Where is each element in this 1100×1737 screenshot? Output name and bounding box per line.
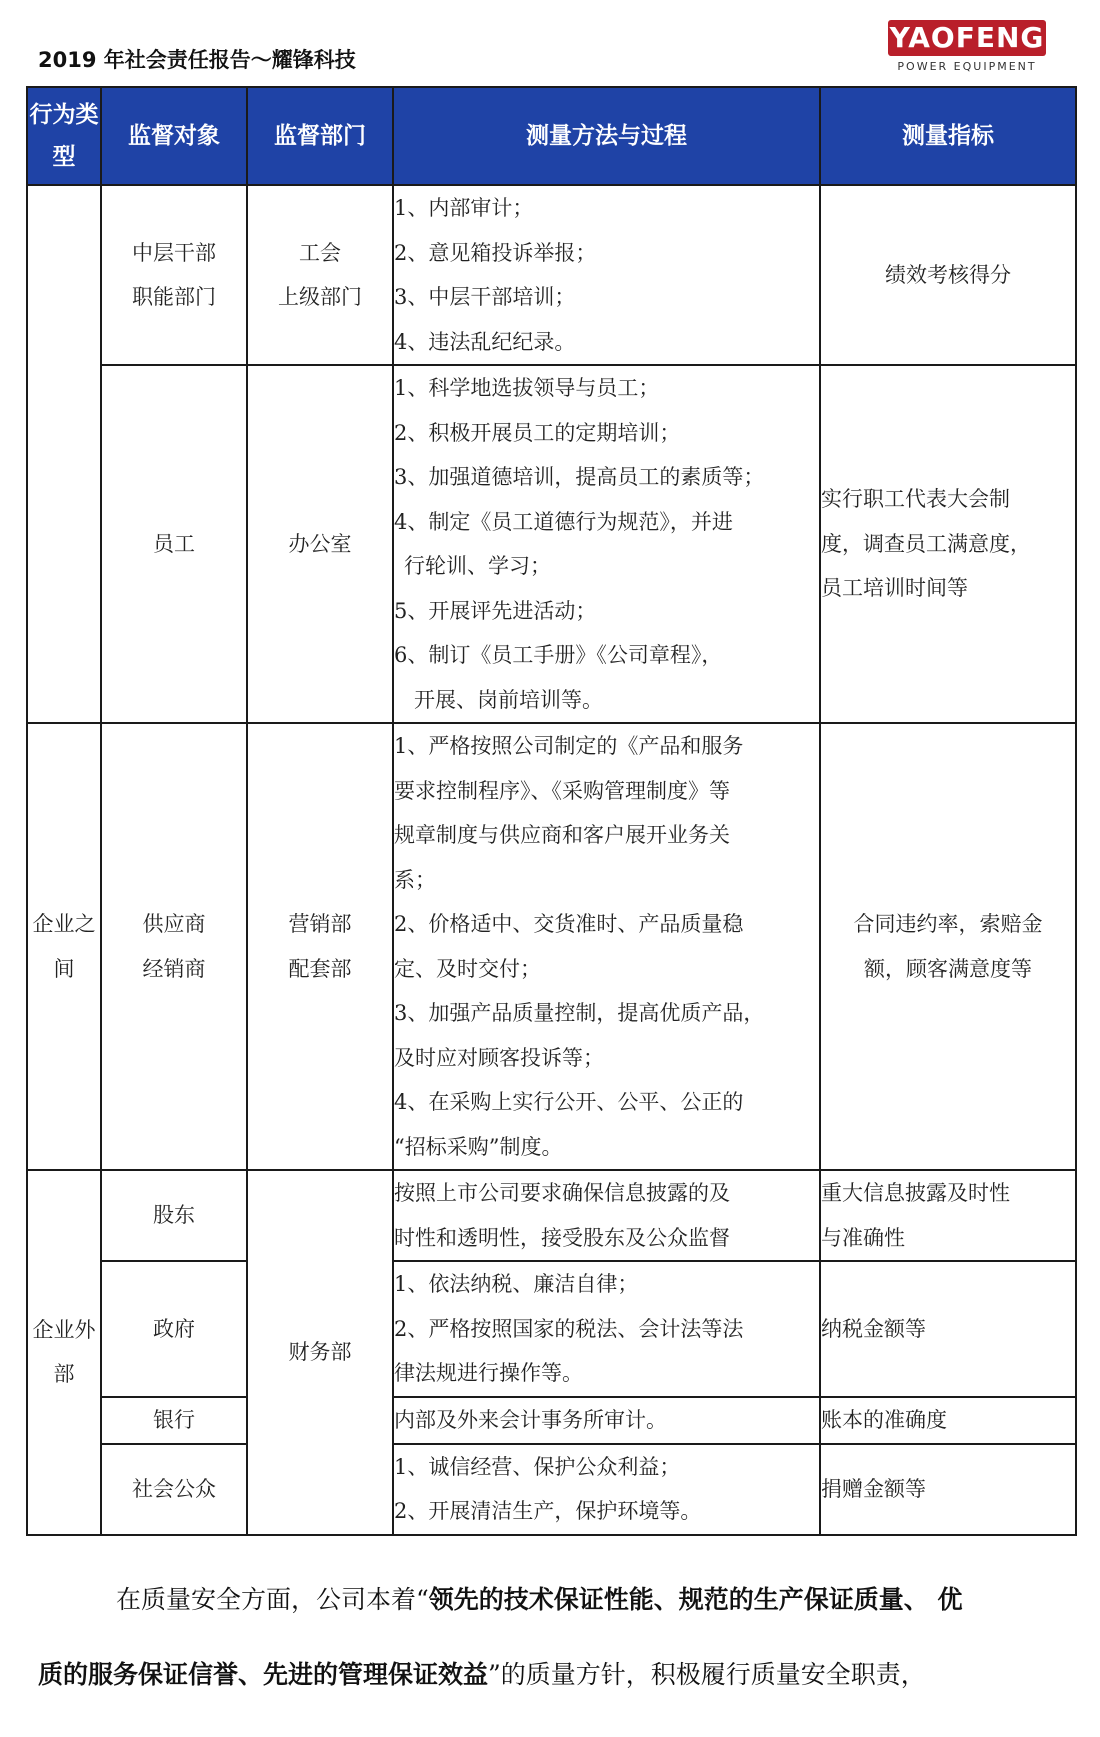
cell-line: 1、诚信经营、保护公众利益； (394, 1454, 681, 1479)
cell-line: 度，调查员工满意度， (821, 531, 1031, 556)
cell-line: 3、中层干部培训； (394, 285, 576, 309)
indicator-cell (820, 1170, 1076, 1261)
cell-line: 账本的准确度 (821, 1407, 947, 1432)
cell-line: 2、严格按照国家的税法、会计法等法 (394, 1316, 744, 1341)
table-row (27, 723, 1076, 1170)
cell-line: 行轮训、学习； (404, 554, 551, 578)
cell-line: 律法规进行操作等。 (394, 1361, 583, 1385)
supervising-dept-cell (247, 1170, 393, 1535)
method-cell (393, 1397, 820, 1444)
method-cell (393, 723, 820, 1170)
cell-line: 配套部 (288, 956, 352, 981)
behavior-type-internal (27, 185, 101, 723)
table-row (27, 365, 1076, 723)
cell-line: 额，顾客满意度等 (864, 956, 1032, 981)
body-paragraph-line-2 (38, 1655, 1062, 1691)
cell-line: 2、价格适中、交货准时、产品质量稳 (394, 912, 744, 936)
indicator-cell (820, 1444, 1076, 1535)
cell-line: 1、内部审计； (394, 196, 534, 220)
cell-line: 系； (394, 867, 436, 892)
table-row (27, 1170, 1076, 1261)
cell-line: 1、严格按照公司制定的《产品和服务 (394, 734, 744, 758)
indicator-cell (820, 1397, 1076, 1444)
supervised-object-cell (101, 723, 247, 1170)
cell-line: 与准确性 (821, 1225, 905, 1250)
cell-line: 2、意见箱投诉举报； (394, 240, 597, 265)
cell-line: 实行职工代表大会制 (821, 487, 1010, 512)
logo-wordmark: YAOFENG (889, 21, 1045, 54)
header-behavior-type: 行为类型 (27, 87, 101, 185)
cell-line: 纳税金额等 (821, 1316, 926, 1341)
method-cell (393, 185, 820, 365)
cell-line: 员工培训时间等 (821, 576, 968, 601)
behavior-type-external (27, 1170, 101, 1535)
cell-line: 合同违约率，索赔金 (853, 912, 1043, 936)
cell-line: 按照上市公司要求确保信息披露的及 (394, 1181, 730, 1205)
cell-line: 6、制订《员工手册》《公司章程》， (394, 643, 723, 667)
cell-line: 财务部 (288, 1340, 352, 1364)
cell-line: 5、开展评先进活动； (394, 598, 597, 623)
cell-line: 营销部 (288, 912, 352, 936)
supervising-dept-cell (247, 365, 393, 723)
header-supervising-dept: 监督部门 (247, 87, 393, 185)
cell-line: 员工 (153, 531, 195, 556)
cell-line: 2、开展清洁生产，保护环境等。 (394, 1499, 702, 1523)
supervising-dept-cell (247, 185, 393, 365)
method-cell (393, 1170, 820, 1261)
cell-line: 开展、岗前培训等。 (414, 687, 603, 712)
supervised-object-cell (101, 1397, 247, 1444)
cell-line: 1、科学地选拔领导与员工； (394, 376, 660, 400)
supervised-object-cell (101, 1444, 247, 1535)
behavior-type-between (27, 723, 101, 1170)
header-measurement-method: 测量方法与过程 (393, 87, 820, 185)
cell-line: 供应商 (142, 912, 206, 936)
cell-line: 职能部门 (132, 285, 216, 309)
indicator-cell (820, 365, 1076, 723)
supervising-dept-cell (247, 723, 393, 1170)
body-paragraph-line-1 (38, 1580, 1062, 1616)
cell-line: 经销商 (142, 956, 206, 981)
paragraph-text: ”的质量方针，积极履行质量安全职责， (488, 1660, 926, 1689)
cell-line: 部 (53, 1362, 75, 1387)
cell-line: 要求控制程序》、《采购管理制度》等 (394, 778, 730, 803)
cell-line: 内部及外来会计事务所审计。 (394, 1407, 667, 1432)
cell-line: 4、在采购上实行公开、公平、公正的 (394, 1090, 744, 1114)
cell-line: 间 (53, 956, 75, 981)
logo-subtitle: POWER EQUIPMENT (897, 60, 1037, 73)
method-cell (393, 1261, 820, 1397)
indicator-cell (820, 1261, 1076, 1397)
cell-line: 定、及时交付； (394, 956, 541, 981)
method-cell (393, 365, 820, 723)
supervised-object-cell (101, 365, 247, 723)
cell-line: 绩效考核得分 (885, 262, 1011, 287)
header-supervised-object: 监督对象 (101, 87, 247, 185)
cell-line: 1、依法纳税、廉洁自律； (394, 1272, 639, 1296)
paragraph-text: 在质量安全方面，公司本着“ (116, 1585, 429, 1614)
table-row (27, 1261, 1076, 1397)
report-title: 2019 年社会责任报告～耀锋科技 (38, 48, 356, 72)
company-logo (888, 20, 1046, 76)
indicator-cell (820, 723, 1076, 1170)
cell-line: 时性和透明性，接受股东及公众监督 (394, 1225, 730, 1250)
table-header-row (27, 87, 1076, 185)
cell-line: 2、积极开展员工的定期培训； (394, 420, 681, 445)
cell-line: 办公室 (288, 531, 352, 556)
cell-line: 企业之 (32, 912, 96, 936)
header-measurement-indicator: 测量指标 (820, 87, 1076, 185)
supervised-object-cell (101, 1261, 247, 1397)
table-row (27, 185, 1076, 365)
cell-line: 银行 (153, 1407, 195, 1432)
cell-line: 工会 (299, 240, 341, 265)
cell-line: 中层干部 (132, 240, 216, 265)
cell-line: 捐赠金额等 (821, 1476, 926, 1501)
cell-line: 股东 (153, 1203, 195, 1228)
cell-line: 社会公众 (132, 1476, 216, 1501)
cell-line: 上级部门 (278, 285, 362, 309)
method-cell (393, 1444, 820, 1535)
supervision-table (26, 86, 1077, 1536)
paragraph-bold-text: 领先的技术保证性能、规范的生产保证质量、 优 (428, 1585, 963, 1614)
cell-line: 重大信息披露及时性 (821, 1181, 1010, 1205)
cell-line: 政府 (153, 1316, 195, 1341)
cell-line: 企业外 (32, 1317, 96, 1342)
table-row (27, 1397, 1076, 1444)
cell-line: “招标采购”制度。 (394, 1134, 563, 1159)
paragraph-bold-text: 质的服务保证信誉、先进的管理保证效益 (38, 1660, 489, 1689)
cell-line: 3、加强道德培训，提高员工的素质等； (394, 465, 765, 489)
indicator-cell (820, 185, 1076, 365)
cell-line: 及时应对顾客投诉等； (394, 1045, 604, 1070)
supervised-object-cell (101, 1170, 247, 1261)
cell-line: 4、制定《员工道德行为规范》，并进 (394, 509, 733, 534)
cell-line: 4、违法乱纪纪录。 (394, 329, 576, 354)
cell-line: 规章制度与供应商和客户展开业务关 (394, 823, 730, 847)
supervised-object-cell (101, 185, 247, 365)
cell-line: 3、加强产品质量控制，提高优质产品， (394, 1001, 765, 1025)
table-row (27, 1444, 1076, 1535)
